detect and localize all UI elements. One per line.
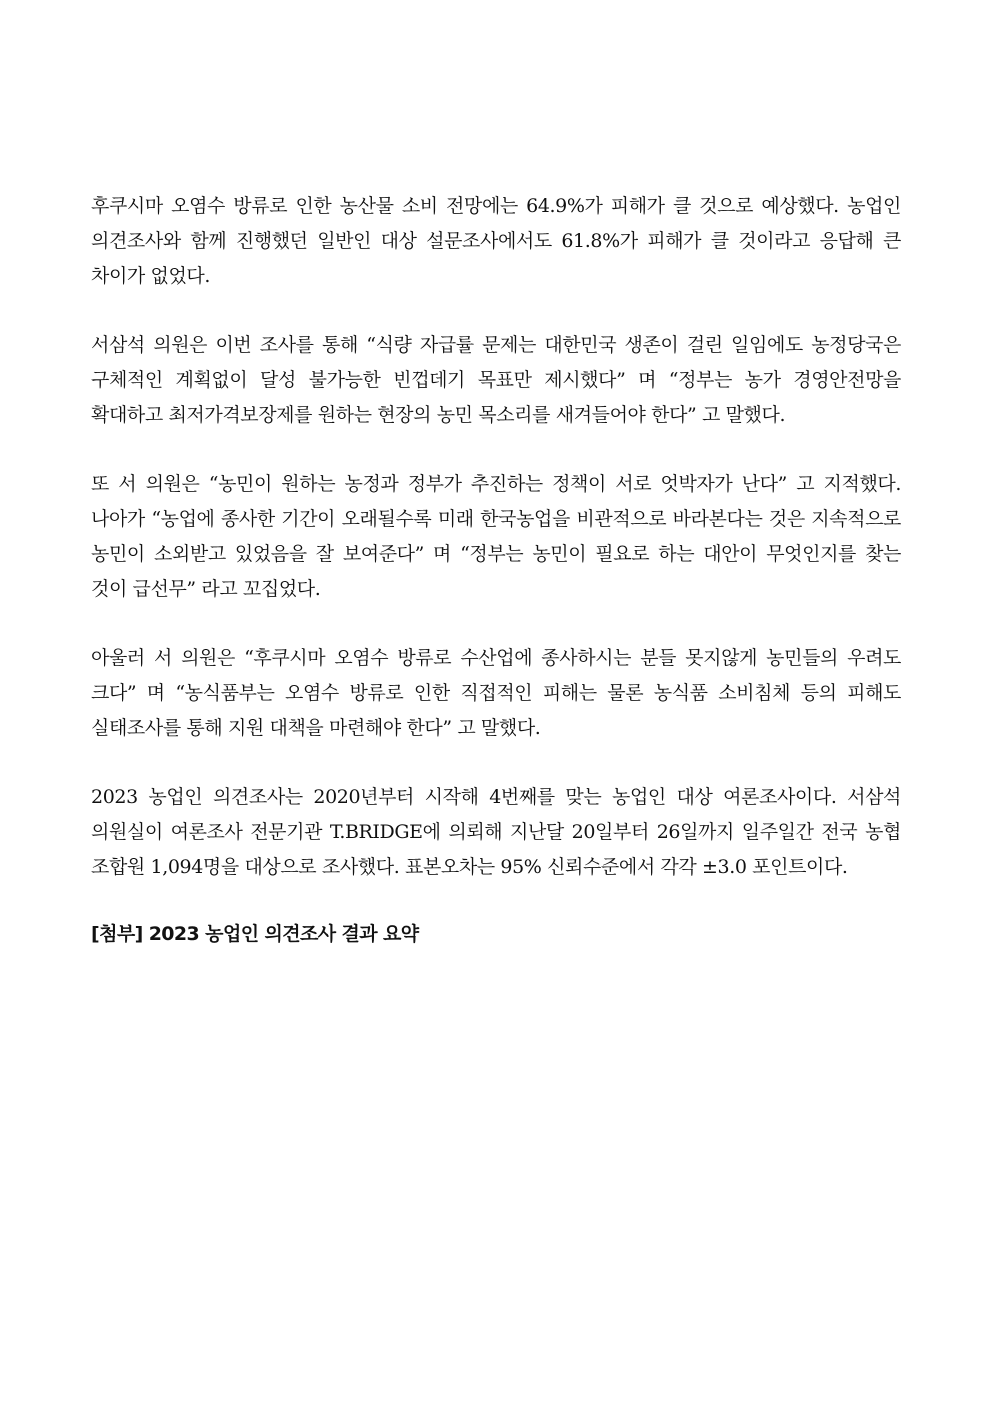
document-body [91, 189, 901, 949]
attachment-title: [첨부] 2023 농업인 의견조사 결과 요약 [91, 923, 419, 945]
paragraph-food-self-sufficiency-quote: 서삼석 의원은 이번 조사를 통해 “식량 자급률 문제는 대한민국 생존이 걸린 일임에도 농정당국은 구체적인 계획없이 달성 불가능한 빈껍데기 목표만 제시했다” 며 “정부는 농가 경영안전망을 확대하고 최저가격보장제를 원하는 현장의 농민 목소리를 새겨들어야 한다” 고 말했다. [91, 334, 901, 426]
paragraph-survey-methodology: 2023 농업인 의견조사는 2020년부터 시작해 4번째를 맞는 농업인 대상 여론조사이다. 서삼석 의원실이 여론조사 전문기관 T.BRIDGE에 의뢰해 지난달 20일부터 26일까지 일주일간 전국 농협 조합원 1,094명을 대상으로 조사했다. 표본오차는 95% 신뢰수준에서 각각 ±3.0 포인트이다. [91, 786, 901, 878]
paragraph-fukushima-concern-quote: 아울러 서 의원은 “후쿠시마 오염수 방류로 수산업에 종사하시는 분들 못지않게 농민들의 우려도 크다” 며 “농식품부는 오염수 방류로 인한 직접적인 피해는 물론 농식품 소비침체 등의 피해도 실태조사를 통해 지원 대책을 마련해야 한다” 고 말했다. [91, 647, 901, 739]
paragraph-consumption-outlook: 후쿠시마 오염수 방류로 인한 농산물 소비 전망에는 64.9%가 피해가 클 것으로 예상했다. 농업인 의견조사와 함께 진행했던 일반인 대상 설문조사에서도 61.8%가 피해가 클 것이라고 응답해 큰 차이가 없었다. [91, 195, 901, 287]
paragraph-policy-mismatch-quote: 또 서 의원은 “농민이 원하는 농정과 정부가 추진하는 정책이 서로 엇박자가 난다” 고 지적했다. 나아가 “농업에 종사한 기간이 오래될수록 미래 한국농업을 비관적으로 바라본다는 것은 지속적으로 농민이 소외받고 있었음을 잘 보여준다” 며 “정부는 농민이 필요로 하는 대안이 무엇인지를 찾는 것이 급선무” 라고 꼬집었다. [91, 473, 901, 600]
